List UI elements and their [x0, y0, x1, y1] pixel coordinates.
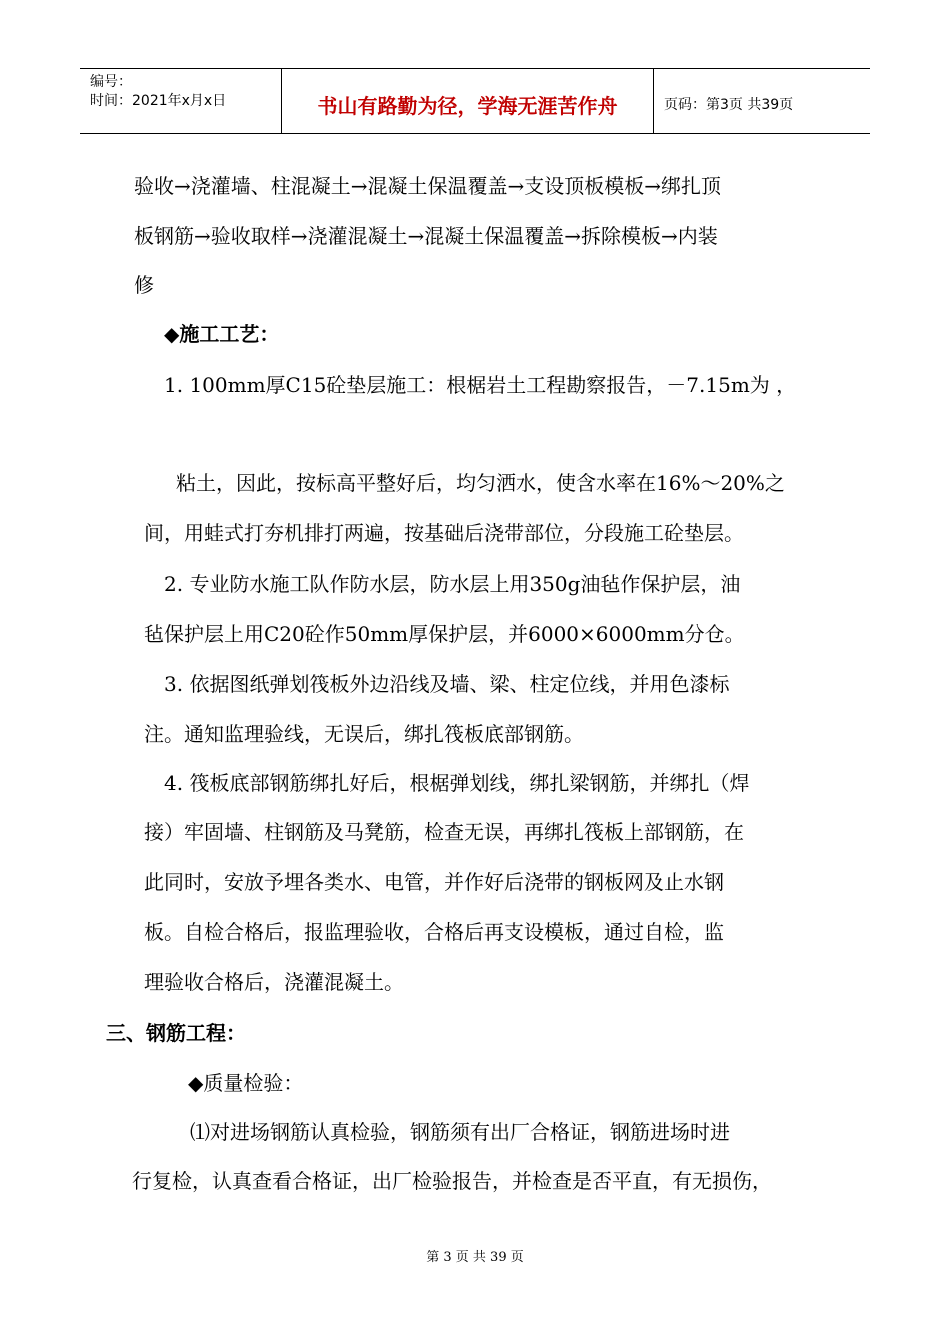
page-footer: 第 3 页 共 39 页	[426, 1250, 524, 1265]
body-line: 注。通知监理验线，无误后，绑扎筏板底部钢筋。	[144, 722, 584, 746]
body-line: 3. 依据图纸弹划筏板外边沿线及墙、梁、柱定位线，并用色漆标	[164, 672, 730, 696]
body-line: 理验收合格后，浇灌混凝土。	[144, 970, 404, 994]
body-line: 行复检，认真查看合格证，出厂检验报告，并检查是否平直，有无损伤，	[132, 1169, 772, 1193]
body-line: ⑴对进场钢筋认真检验，钢筋须有出厂合格证，钢筋进场时进	[190, 1120, 730, 1144]
body-line: 验收→浇灌墙、柱混凝土→混凝土保温覆盖→支设顶板模板→绑扎顶	[134, 174, 722, 198]
body-line: 2. 专业防水施工队作防水层，防水层上用350g油毡作保护层，油	[164, 572, 741, 596]
subsection-heading: ◆质量检验：	[188, 1071, 304, 1095]
document-time: 时间：2021年x月x日	[90, 93, 227, 109]
document-number: 编号：	[90, 74, 132, 90]
body-line: 4. 筏板底部钢筋绑扎好后，根椐弹划线，绑扎梁钢筋，并绑扎（焊	[164, 771, 750, 795]
body-line: 接）牢固墙、柱钢筋及马凳筋，检查无误，再绑扎筏板上部钢筋，在	[144, 820, 744, 844]
body-line: 间，用蛙式打夯机排打两遍，按基础后浇带部位，分段施工砼垫层。	[144, 521, 744, 545]
section-heading: 三、钢筋工程：	[106, 1021, 246, 1045]
body-line: 此同时，安放予埋各类水、电管，并作好后浇带的钢板网及止水钢	[144, 870, 724, 894]
body-line: 1. 100mm厚C15砼垫层施工：根椐岩土工程勘察报告，－7.15m为 ，	[164, 373, 797, 397]
body-line: 粘土，因此，按标高平整好后，均匀洒水，使含水率在16%～20%之	[176, 471, 785, 495]
page-header	[80, 68, 870, 134]
header-page-info: 页码：第3页 共39页	[664, 97, 794, 113]
body-line: 板。自检合格后，报监理验收，合格后再支设模板，通过自检，监	[144, 920, 724, 944]
header-motto: 书山有路勤为径，学海无涯苦作舟	[282, 69, 654, 133]
body-line: 毡保护层上用C20砼作50mm厚保护层，并6000×6000mm分仓。	[144, 622, 745, 646]
body-line: 板钢筋→验收取样→浇灌混凝土→混凝土保温覆盖→拆除模板→内装	[134, 224, 718, 248]
section-heading: ◆施工工艺：	[164, 322, 280, 346]
body-line: 修	[134, 273, 154, 297]
header-meta	[80, 69, 282, 133]
